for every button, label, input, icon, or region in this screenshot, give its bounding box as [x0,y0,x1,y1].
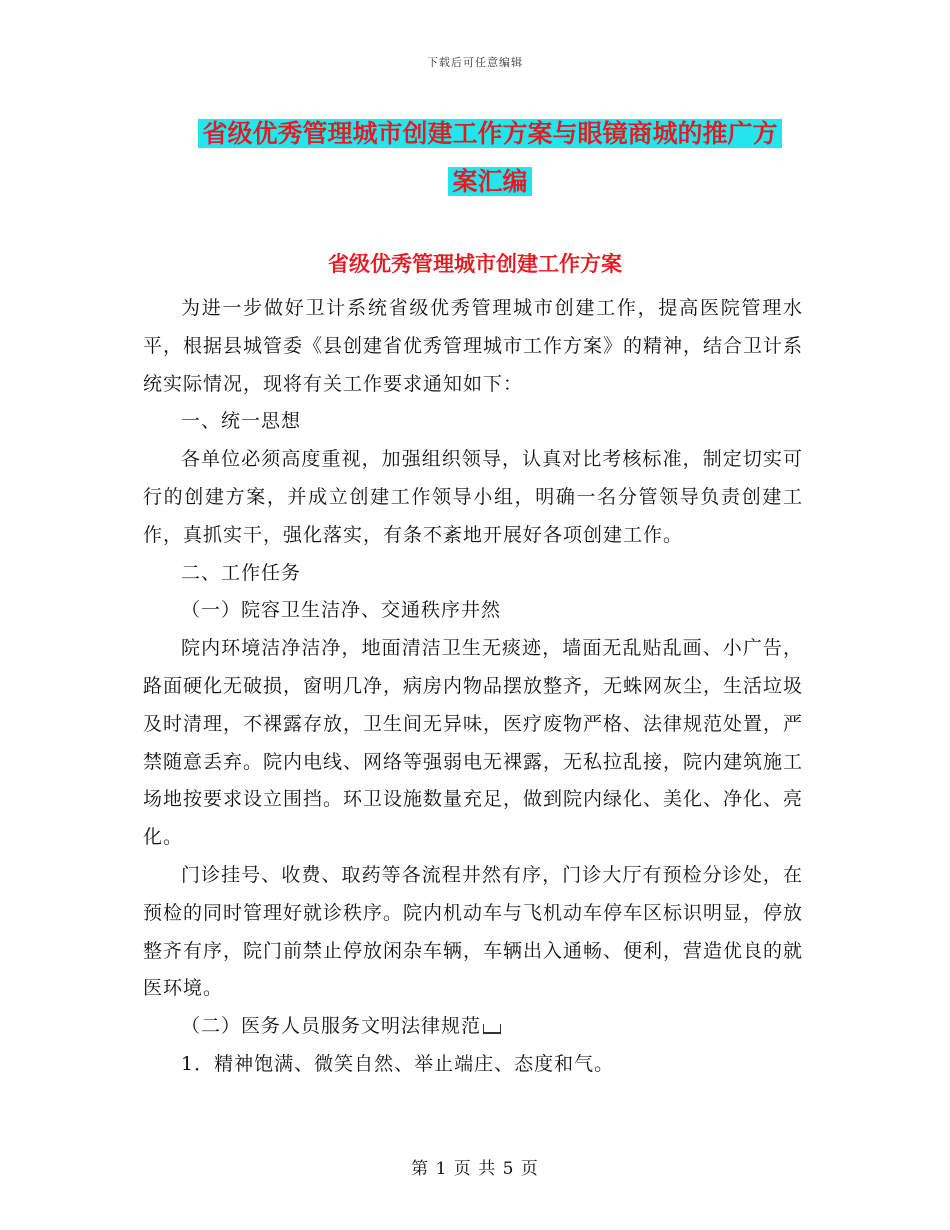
page-footer: 第 1 页 共 5 页 [411,1159,539,1179]
document-title-line-1: 省级优秀管理城市创建工作方案与眼镜商城的推广方 [198,119,781,148]
document-body [143,290,803,1084]
paragraph-hospital-environment: 院内环境洁净洁净，地面清洁卫生无痰迹，墙面无乱贴乱画、小广告，路面硬化无破损，窗明几净，病房内物品摆放整齐，无蛛网灰尘，生活垃圾及时清理，不裸露存放，卫生间无异味，医疗废物严格、法律规范处置，严禁随意丢弃。院内电线、网络等强弱电无裸露，无私拉乱接，院内建筑施工场地按要求设立围挡。环卫设施数量充足，做到院内绿化、美化、净化、亮化。 [143,637,804,849]
heading-unify-thinking: 一、统一思想 [181,410,302,433]
document-title-line-2: 案汇编 [448,167,531,196]
document-title [160,110,820,206]
paragraph-unify-thinking: 各单位必须高度重视，加强组织领导，认真对比考核标准，制定切实可行的创建方案，并成立创建工作领导小组，明确一名分管领导负责创建工作，真抓实干，强化落实，有条不紊地开展好各项创建工作。 [143,448,803,546]
list-item-1: 1．精神饱满、微笑自然、举止端庄、态度和气。 [181,1052,615,1075]
page-header-note: 下载后可任意编辑 [427,56,523,69]
subheading-staff-service-text: （二）医务人员服务文明法律规范 [181,1015,482,1038]
paragraph-outpatient-order: 门诊挂号、收费、取药等各流程井然有序，门诊大厅有预检分诊处，在预检的同时管理好就诊秩序。院内机动车与飞机动车停车区标识明显，停放整齐有序，院门前禁止停放闲杂车辆，车辆出入通畅、便利，营造优良的就医环境。 [143,863,804,1000]
subheading-hospital-hygiene: （一）院容卫生洁净、交通秩序井然 [181,599,502,622]
section-title: 省级优秀管理城市创建工作方案 [328,252,622,276]
paragraph-intro: 为进一步做好卫计系统省级优秀管理城市创建工作，提高医院管理水平，根据县城管委《县创建省优秀管理城市工作方案》的精神，结合卫计系统实际情况，现将有关工作要求通知如下： [143,297,804,395]
subheading-staff-service [143,1008,803,1046]
paragraph-mark-icon [483,1024,501,1034]
heading-work-tasks: 二、工作任务 [181,561,302,584]
